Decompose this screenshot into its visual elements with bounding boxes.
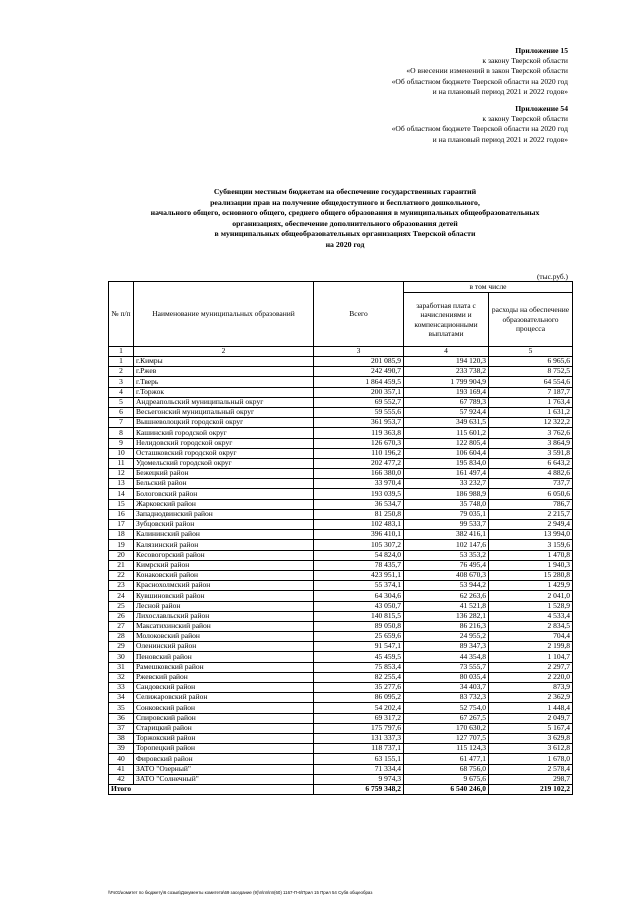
title-line: в муниципальных общеобразовательных организациях Тверской области (214, 229, 476, 239)
row-salary: 136 282,1 (404, 611, 489, 621)
row-number: 7 (109, 418, 134, 428)
row-name: Калининский район (134, 530, 314, 540)
row-salary: 115 601,2 (404, 428, 489, 438)
row-process: 6 643,2 (489, 458, 573, 468)
row-name: Селижаровский район (134, 693, 314, 703)
table-row (109, 428, 573, 438)
row-name: Кашинский городской округ (134, 428, 314, 438)
row-process: 12 322,2 (489, 418, 573, 428)
row-number: 12 (109, 469, 134, 479)
row-name: Спировский район (134, 713, 314, 723)
row-process: 3 591,8 (489, 448, 573, 458)
row-number: 22 (109, 570, 134, 580)
row-name: ЗАТО "Озерный" (134, 764, 314, 774)
row-total: 423 951,1 (314, 570, 404, 580)
row-number: 34 (109, 693, 134, 703)
row-process: 3 629,8 (489, 733, 573, 743)
header-line: к закону Тверской области (482, 56, 568, 66)
row-number: 35 (109, 703, 134, 713)
row-name: Весьегонский муниципальный округ (134, 407, 314, 417)
row-name: Сандовский район (134, 683, 314, 693)
row-process: 2 297,7 (489, 662, 573, 672)
title-line: реализации прав на получение общедоступного и бесплатного дошкольного, (210, 197, 480, 207)
row-number: 11 (109, 458, 134, 468)
row-number: 25 (109, 601, 134, 611)
row-process: 1 448,4 (489, 703, 573, 713)
row-total: 55 374,1 (314, 581, 404, 591)
row-name: г.Ржев (134, 367, 314, 377)
appendix-15-title: Приложение 15 (515, 46, 568, 55)
row-name: Краснохолмский район (134, 581, 314, 591)
row-name: г.Кимры (134, 357, 314, 367)
row-number: 36 (109, 713, 134, 723)
row-number: 33 (109, 683, 134, 693)
total-process: 219 102,2 (489, 784, 573, 794)
row-process: 1 940,3 (489, 560, 573, 570)
row-salary: 115 124,3 (404, 744, 489, 754)
row-total: 91 547,1 (314, 642, 404, 652)
row-total: 45 459,5 (314, 652, 404, 662)
row-process: 3 159,6 (489, 540, 573, 550)
row-process: 7 187,7 (489, 387, 573, 397)
row-salary: 62 263,6 (404, 591, 489, 601)
row-number: 28 (109, 632, 134, 642)
row-salary: 52 754,0 (404, 703, 489, 713)
table-row (109, 774, 573, 784)
title-line: организациях, обеспечение дополнительного образования детей (232, 218, 458, 228)
row-total: 118 737,1 (314, 744, 404, 754)
header-line: «Об областном бюджете Тверской области на 2020 год (391, 124, 568, 134)
table-row (109, 733, 573, 743)
row-salary: 44 354,8 (404, 652, 489, 662)
row-process: 6 965,6 (489, 357, 573, 367)
column-index: 2 (134, 347, 314, 357)
row-number: 1 (109, 357, 134, 367)
row-number: 42 (109, 774, 134, 784)
column-index: 5 (489, 347, 573, 357)
table-row (109, 448, 573, 458)
row-total: 200 357,1 (314, 387, 404, 397)
col-header-including: в том числе (404, 282, 573, 293)
row-name: Пеновский район (134, 652, 314, 662)
row-number: 5 (109, 397, 134, 407)
row-process: 15 280,8 (489, 570, 573, 580)
col-header-process: расходы на обеспечение образовательного процесса (489, 293, 573, 347)
row-name: Удомельский городской округ (134, 458, 314, 468)
row-process: 8 752,5 (489, 367, 573, 377)
row-salary: 79 035,1 (404, 509, 489, 519)
row-salary: 99 533,7 (404, 520, 489, 530)
row-process: 1 631,2 (489, 407, 573, 417)
row-salary: 67 267,5 (404, 713, 489, 723)
table-row (109, 703, 573, 713)
row-number: 39 (109, 744, 134, 754)
row-name: Кувшиновский район (134, 591, 314, 601)
row-total: 119 363,8 (314, 428, 404, 438)
row-number: 30 (109, 652, 134, 662)
table-row (109, 754, 573, 764)
table-row (109, 621, 573, 631)
row-salary: 57 924,4 (404, 407, 489, 417)
row-total: 1 864 459,5 (314, 377, 404, 387)
row-total: 78 435,7 (314, 560, 404, 570)
row-process: 2 215,7 (489, 509, 573, 519)
row-number: 3 (109, 377, 134, 387)
row-process: 2 049,7 (489, 713, 573, 723)
column-index: 4 (404, 347, 489, 357)
header-line: «Об областном бюджете Тверской области на 2020 год (391, 76, 568, 86)
row-name: Калязинский район (134, 540, 314, 550)
row-total: 54 202,4 (314, 703, 404, 713)
table-row (109, 591, 573, 601)
row-process: 1 429,9 (489, 581, 573, 591)
row-total: 131 337,3 (314, 733, 404, 743)
table-row (109, 458, 573, 468)
row-salary: 408 670,3 (404, 570, 489, 580)
row-process: 64 554,6 (489, 377, 573, 387)
row-process: 2 199,8 (489, 642, 573, 652)
col-header-name: Наименование муниципальных образований (134, 282, 314, 347)
row-process: 6 050,6 (489, 489, 573, 499)
row-name: Конаковский район (134, 570, 314, 580)
total-salary: 6 540 246,0 (404, 784, 489, 794)
row-salary: 61 477,1 (404, 754, 489, 764)
row-number: 41 (109, 764, 134, 774)
row-process: 4 882,6 (489, 469, 573, 479)
row-number: 29 (109, 642, 134, 652)
row-salary: 127 707,5 (404, 733, 489, 743)
row-process: 737,7 (489, 479, 573, 489)
file-path-footer: \\Fs01\комитет по бюджету\6 созыв\Документы комитета\69 заседание (9)\п\пп\пп(60) 1167-П-6\Прил 15 Прил 54 Субв общеобраз (108, 890, 373, 895)
table-row (109, 672, 573, 682)
table-row (109, 683, 573, 693)
row-name: Торжокский район (134, 733, 314, 743)
table-row (109, 387, 573, 397)
column-index: 1 (109, 347, 134, 357)
appendix-54-header (392, 104, 568, 145)
row-name: Лесной район (134, 601, 314, 611)
row-salary: 193 169,4 (404, 387, 489, 397)
row-name: Осташковский городской округ (134, 448, 314, 458)
row-process: 3 864,9 (489, 438, 573, 448)
row-process: 2 041,0 (489, 591, 573, 601)
row-number: 18 (109, 530, 134, 540)
table-row (109, 693, 573, 703)
row-salary: 1 799 904,9 (404, 377, 489, 387)
row-name: Оленинский район (134, 642, 314, 652)
row-process: 3 762,6 (489, 428, 573, 438)
row-name: ЗАТО "Солнечный" (134, 774, 314, 784)
row-salary: 102 147,6 (404, 540, 489, 550)
header-line: и на плановый период 2021 и 2022 годов» (432, 86, 568, 96)
row-number: 32 (109, 672, 134, 682)
row-total: 140 815,5 (314, 611, 404, 621)
row-salary: 83 732,3 (404, 693, 489, 703)
row-process: 1 104,7 (489, 652, 573, 662)
row-total: 175 797,6 (314, 723, 404, 733)
row-salary: 76 495,4 (404, 560, 489, 570)
row-total: 69 552,7 (314, 397, 404, 407)
row-salary: 24 955,2 (404, 632, 489, 642)
row-name: Кимрский район (134, 560, 314, 570)
row-total: 201 085,9 (314, 357, 404, 367)
table-row (109, 713, 573, 723)
row-salary: 106 604,4 (404, 448, 489, 458)
row-total: 242 490,7 (314, 367, 404, 377)
table-row (109, 530, 573, 540)
row-total: 35 277,6 (314, 683, 404, 693)
table-row (109, 723, 573, 733)
row-name: Вышневолоцкий городской округ (134, 418, 314, 428)
row-name: Бологовский район (134, 489, 314, 499)
row-name: Рамешковский район (134, 662, 314, 672)
document-title (95, 187, 595, 251)
table-row (109, 632, 573, 642)
table-row (109, 581, 573, 591)
row-total: 36 534,7 (314, 499, 404, 509)
row-name: Андреапольский муниципальный округ (134, 397, 314, 407)
table-row (109, 550, 573, 560)
row-salary: 53 353,2 (404, 550, 489, 560)
row-total: 69 317,2 (314, 713, 404, 723)
row-salary: 186 988,9 (404, 489, 489, 499)
row-salary: 382 416,1 (404, 530, 489, 540)
row-total: 59 555,6 (314, 407, 404, 417)
row-salary: 194 120,3 (404, 357, 489, 367)
row-number: 26 (109, 611, 134, 621)
row-number: 10 (109, 448, 134, 458)
header-line: к закону Тверской области (482, 114, 568, 124)
table-row (109, 377, 573, 387)
row-number: 9 (109, 438, 134, 448)
appendix-54-title: Приложение 54 (515, 104, 568, 113)
table-row (109, 520, 573, 530)
row-process: 298,7 (489, 774, 573, 784)
table-row (109, 438, 573, 448)
units-label: (тыс.руб.) (536, 272, 568, 281)
table-row (109, 560, 573, 570)
row-process: 786,7 (489, 499, 573, 509)
row-salary: 233 738,2 (404, 367, 489, 377)
row-number: 2 (109, 367, 134, 377)
row-total: 75 853,4 (314, 662, 404, 672)
row-process: 4 533,4 (489, 611, 573, 621)
row-number: 23 (109, 581, 134, 591)
row-process: 2 220,0 (489, 672, 573, 682)
row-process: 1 528,9 (489, 601, 573, 611)
row-total: 166 380,0 (314, 469, 404, 479)
row-total: 9 974,3 (314, 774, 404, 784)
row-process: 1 470,8 (489, 550, 573, 560)
row-total: 202 477,2 (314, 458, 404, 468)
row-total: 89 050,8 (314, 621, 404, 631)
row-salary: 9 675,6 (404, 774, 489, 784)
row-salary: 80 035,4 (404, 672, 489, 682)
row-name: Кесовогорский район (134, 550, 314, 560)
total-sum: 6 759 348,2 (314, 784, 404, 794)
row-total: 33 970,4 (314, 479, 404, 489)
row-number: 31 (109, 662, 134, 672)
row-number: 14 (109, 489, 134, 499)
row-process: 1 678,0 (489, 754, 573, 764)
row-total: 71 334,4 (314, 764, 404, 774)
row-total: 110 196,2 (314, 448, 404, 458)
row-total: 25 659,6 (314, 632, 404, 642)
subvention-table (108, 281, 573, 795)
row-total: 105 307,2 (314, 540, 404, 550)
table-row (109, 540, 573, 550)
row-name: Зубцовский район (134, 520, 314, 530)
row-salary: 170 630,2 (404, 723, 489, 733)
row-name: Торопецкий район (134, 744, 314, 754)
table-row (109, 570, 573, 580)
row-number: 4 (109, 387, 134, 397)
row-salary: 68 756,0 (404, 764, 489, 774)
row-salary: 122 805,4 (404, 438, 489, 448)
row-number: 40 (109, 754, 134, 764)
row-number: 21 (109, 560, 134, 570)
row-name: Максатихинский район (134, 621, 314, 631)
row-name: Бельский район (134, 479, 314, 489)
row-process: 873,9 (489, 683, 573, 693)
title-line: на 2020 год (325, 239, 365, 249)
col-header-total: Всего (314, 282, 404, 347)
row-name: Нелидовский городской округ (134, 438, 314, 448)
row-process: 2 949,4 (489, 520, 573, 530)
row-salary: 53 944,2 (404, 581, 489, 591)
row-number: 20 (109, 550, 134, 560)
row-name: Жарковский район (134, 499, 314, 509)
col-header-salary: заработная плата с начислениями и компенсационными выплатами (404, 293, 489, 347)
row-number: 19 (109, 540, 134, 550)
row-number: 16 (109, 509, 134, 519)
row-name: г.Тверь (134, 377, 314, 387)
row-total: 64 304,6 (314, 591, 404, 601)
row-number: 13 (109, 479, 134, 489)
row-total: 193 039,5 (314, 489, 404, 499)
row-name: Лихославльский район (134, 611, 314, 621)
row-number: 27 (109, 621, 134, 631)
row-salary: 41 521,8 (404, 601, 489, 611)
row-total: 82 255,4 (314, 672, 404, 682)
row-total: 43 050,7 (314, 601, 404, 611)
row-total: 126 670,3 (314, 438, 404, 448)
row-number: 8 (109, 428, 134, 438)
row-number: 38 (109, 733, 134, 743)
row-name: Сонковский район (134, 703, 314, 713)
row-name: Молоковский район (134, 632, 314, 642)
column-index: 3 (314, 347, 404, 357)
row-name: Фировский район (134, 754, 314, 764)
row-total: 81 250,8 (314, 509, 404, 519)
row-name: Старицкий район (134, 723, 314, 733)
row-number: 15 (109, 499, 134, 509)
table-row (109, 489, 573, 499)
row-process: 5 167,4 (489, 723, 573, 733)
table-row (109, 601, 573, 611)
title-line: Субвенции местным бюджетам на обеспечение государственных гарантий (213, 187, 477, 196)
table-row (109, 418, 573, 428)
col-header-num: № п/п (109, 282, 134, 347)
title-line: начального общего, основного общего, среднего общего образования в муниципальных общеобразовательных (150, 208, 540, 218)
row-salary: 67 789,3 (404, 397, 489, 407)
row-salary: 195 834,0 (404, 458, 489, 468)
row-process: 2 362,9 (489, 693, 573, 703)
row-process: 2 578,4 (489, 764, 573, 774)
row-salary: 73 555,7 (404, 662, 489, 672)
table-row (109, 407, 573, 417)
column-index-row (109, 347, 573, 357)
table-row (109, 357, 573, 367)
row-salary: 33 232,7 (404, 479, 489, 489)
table-row (109, 499, 573, 509)
table-row (109, 509, 573, 519)
row-salary: 89 347,3 (404, 642, 489, 652)
row-total: 63 155,1 (314, 754, 404, 764)
table-row (109, 662, 573, 672)
row-total: 86 095,2 (314, 693, 404, 703)
row-number: 17 (109, 520, 134, 530)
table-row (109, 652, 573, 662)
row-process: 13 994,0 (489, 530, 573, 540)
row-process: 704,4 (489, 632, 573, 642)
row-salary: 161 497,4 (404, 469, 489, 479)
total-label: Итого (109, 784, 314, 794)
header-line: и на плановый период 2021 и 2022 годов» (432, 134, 568, 144)
row-name: Ржевский район (134, 672, 314, 682)
table-row (109, 479, 573, 489)
row-process: 2 834,5 (489, 621, 573, 631)
table-row (109, 469, 573, 479)
row-salary: 349 631,5 (404, 418, 489, 428)
row-number: 6 (109, 407, 134, 417)
row-total: 361 953,7 (314, 418, 404, 428)
table-row (109, 367, 573, 377)
row-number: 37 (109, 723, 134, 733)
row-salary: 86 216,3 (404, 621, 489, 631)
table-row (109, 642, 573, 652)
row-total: 396 410,1 (314, 530, 404, 540)
row-salary: 35 748,0 (404, 499, 489, 509)
row-number: 24 (109, 591, 134, 601)
row-name: Западнодвинский район (134, 509, 314, 519)
row-process: 3 612,8 (489, 744, 573, 754)
header-line: «О внесении изменений в закон Тверской области (406, 66, 568, 76)
row-process: 1 763,4 (489, 397, 573, 407)
table-row (109, 764, 573, 774)
table-row (109, 611, 573, 621)
row-salary: 34 403,7 (404, 683, 489, 693)
row-name: г.Торжок (134, 387, 314, 397)
row-total: 54 824,0 (314, 550, 404, 560)
row-name: Бежецкий район (134, 469, 314, 479)
table-row (109, 744, 573, 754)
appendix-15-header (392, 46, 568, 97)
row-total: 102 483,1 (314, 520, 404, 530)
table-row (109, 397, 573, 407)
total-row (109, 784, 573, 794)
